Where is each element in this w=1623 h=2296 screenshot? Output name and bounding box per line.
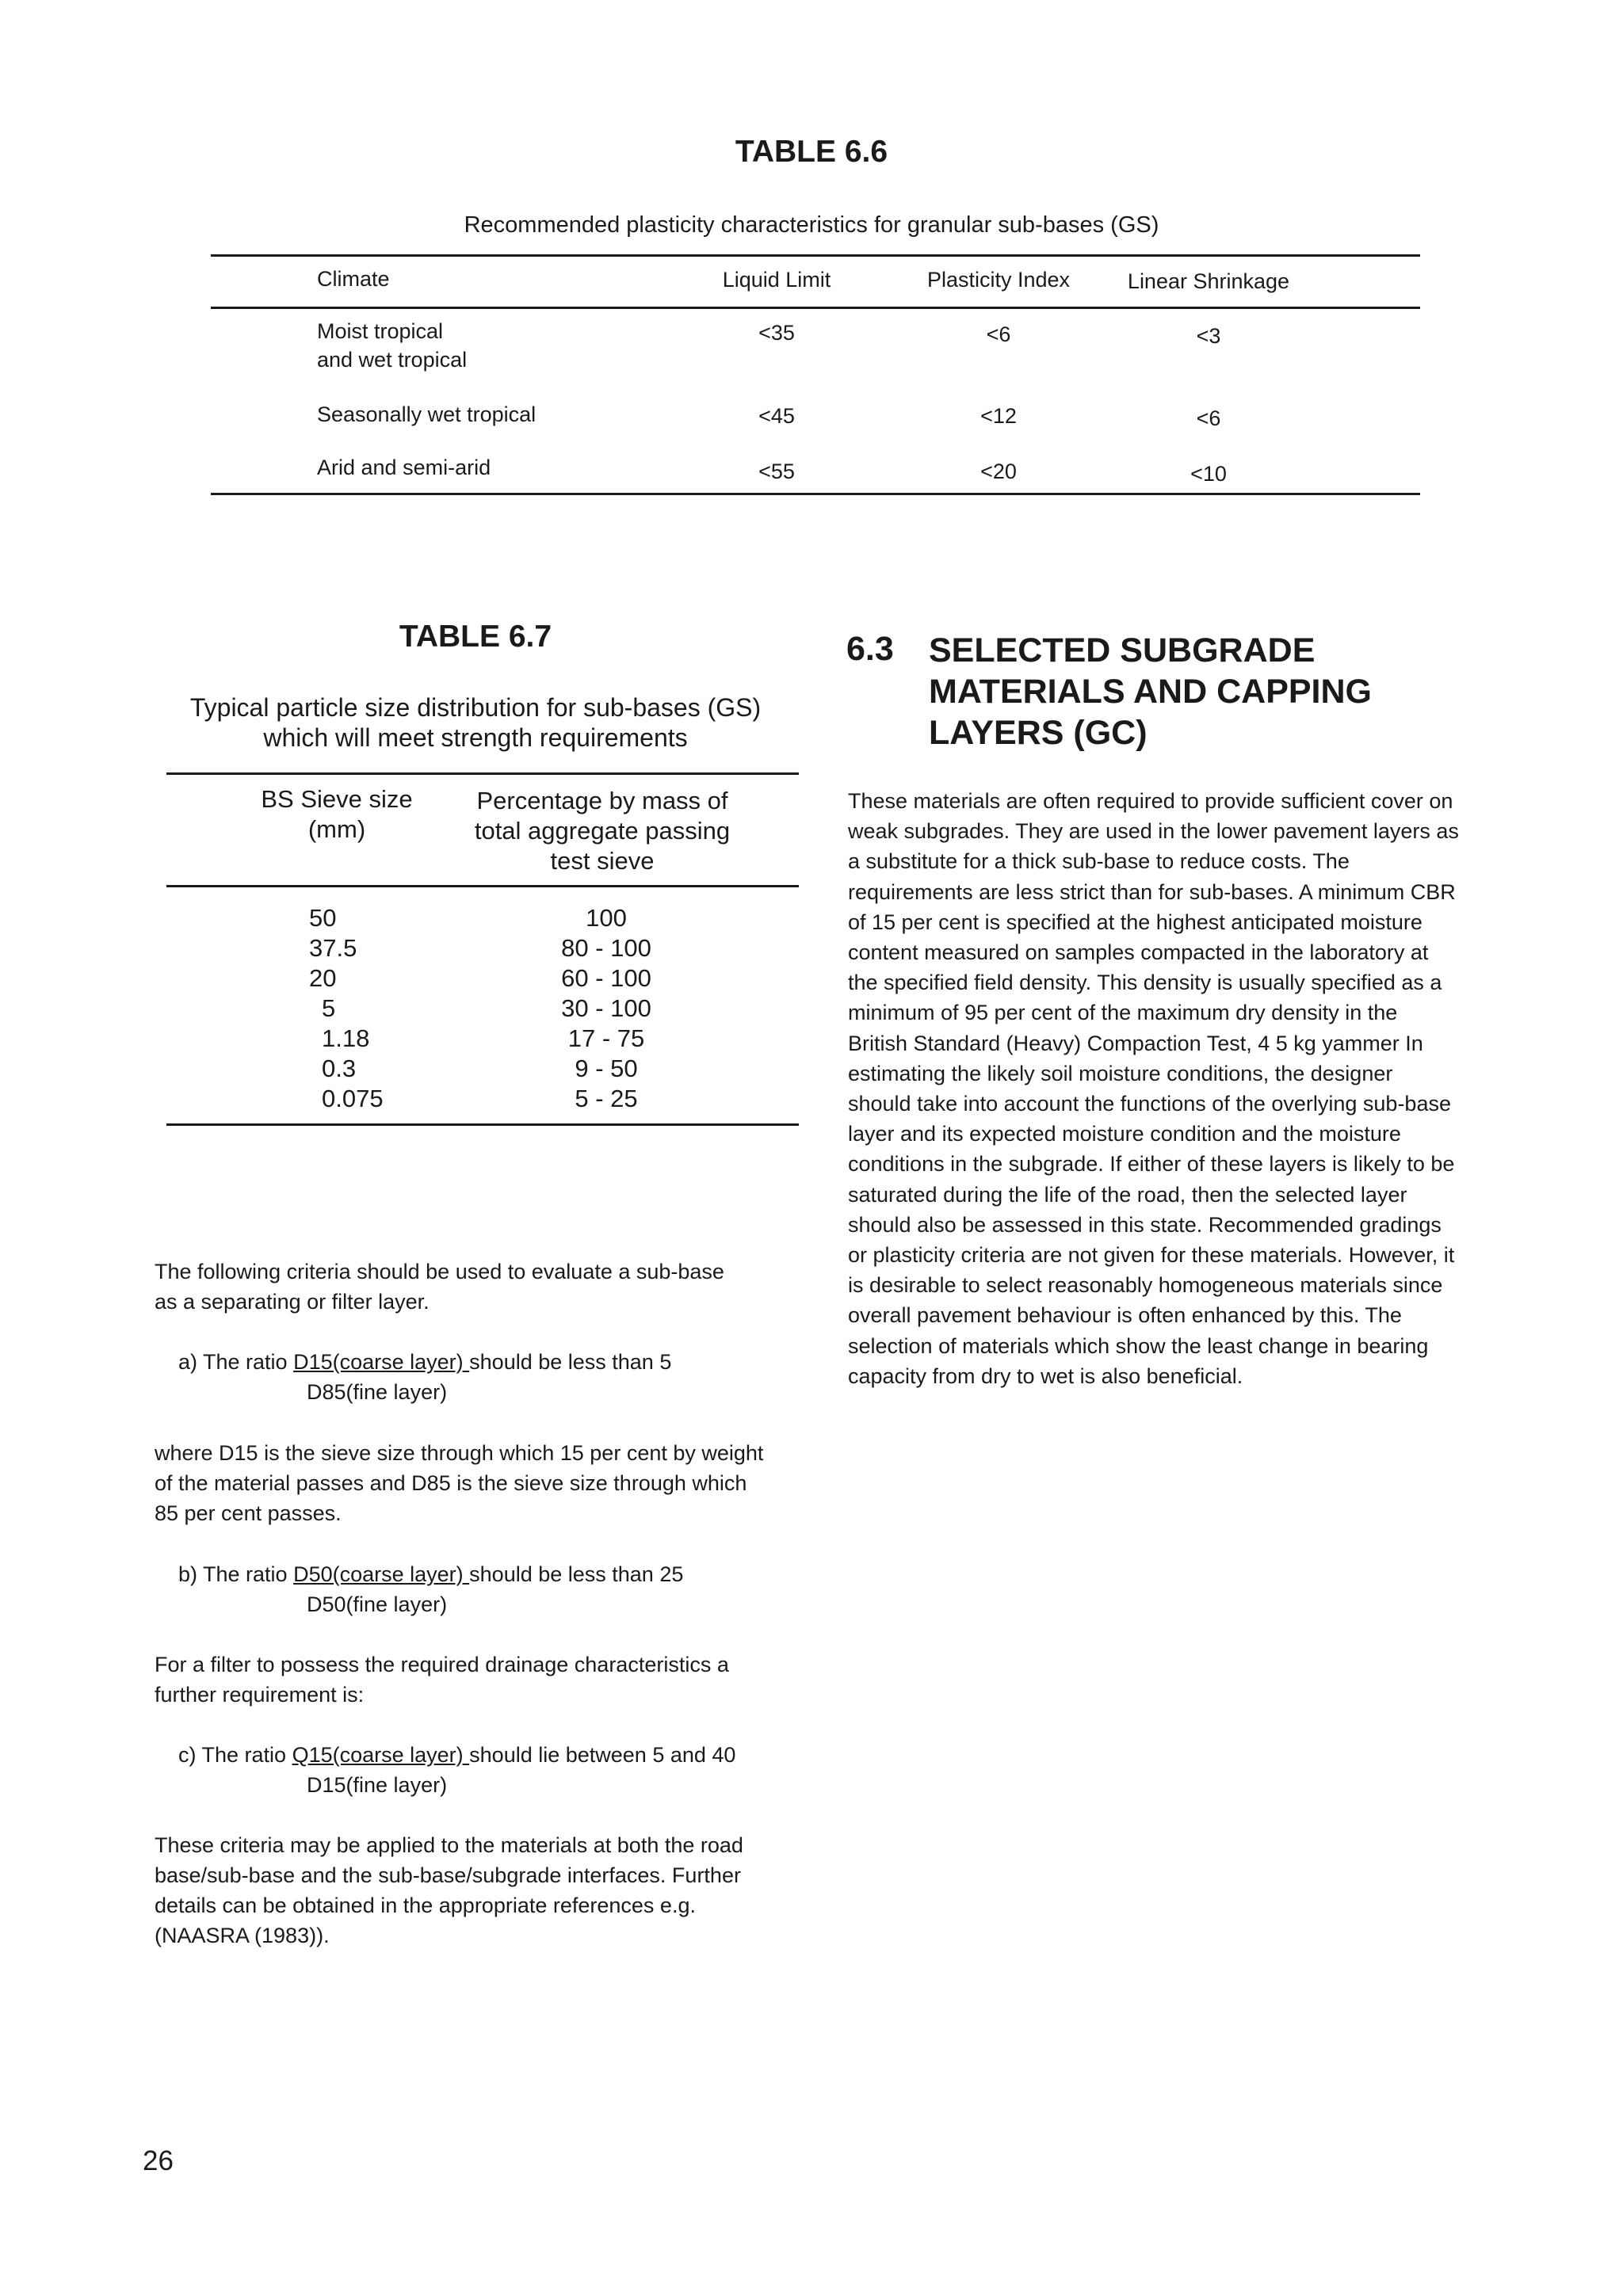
table-6-7-row-sieve: 50 bbox=[309, 904, 337, 932]
section-heading-line: SELECTED SUBGRADE bbox=[929, 631, 1316, 669]
section-body-line: content measured on samples compacted in the laboratory at bbox=[848, 940, 1429, 965]
table-6-6-row-2-liquid-limit: <45 bbox=[758, 404, 795, 428]
criteria-paragraph bbox=[155, 1830, 743, 1951]
ratio-c bbox=[178, 1740, 735, 1800]
page-number: 26 bbox=[143, 2145, 174, 2176]
table-6-7-row-sieve: 20 bbox=[309, 964, 337, 992]
table-6-7-caption-line2: which will meet strength requirements bbox=[263, 723, 688, 752]
table-6-6-row-1-linear-shrinkage: <3 bbox=[1196, 324, 1221, 348]
section-body-line: weak subgrades. They are used in the lower pavement layers as bbox=[848, 819, 1459, 844]
section-body-line: should take into account the functions of the overlying sub-base bbox=[848, 1092, 1451, 1116]
filter-paragraph bbox=[155, 1650, 729, 1710]
table-6-7-header-sieve-size bbox=[238, 784, 436, 845]
table-6-6-header-plasticity-index: Plasticity Index bbox=[926, 268, 1071, 292]
table-6-7-row-sieve: 37.5 bbox=[309, 934, 357, 962]
section-body-line: is desirable to select reasonably homogeneous materials since bbox=[848, 1273, 1443, 1298]
ratio-a-denominator: D85(fine layer) bbox=[307, 1380, 448, 1404]
section-body-line: a substitute for a thick sub-base to reduce costs. The bbox=[848, 849, 1350, 874]
table-6-7-header-sieve-line1: BS Sieve size bbox=[261, 785, 413, 813]
ratio-c-denominator: D15(fine layer) bbox=[307, 1773, 448, 1797]
table-6-7-row-percent: 9 - 50 bbox=[575, 1055, 638, 1082]
table-6-6-row-2-climate: Seasonally wet tropical bbox=[317, 402, 537, 426]
where-line: 85 per cent passes. bbox=[155, 1501, 342, 1525]
criteria-intro-line: The following criteria should be used to evaluate a sub-base bbox=[155, 1260, 724, 1283]
table-6-6-row-2-plasticity-index: <12 bbox=[980, 404, 1017, 428]
table-6-6-row-3-liquid-limit: <55 bbox=[758, 460, 795, 483]
table-6-7-row-percent: 30 - 100 bbox=[561, 994, 651, 1022]
ratio-c-suffix: should lie between 5 and 40 bbox=[469, 1743, 736, 1767]
table-6-6-row-3-linear-shrinkage: <10 bbox=[1190, 462, 1227, 486]
where-line: where D15 is the sieve size through which 15 per cent by weight bbox=[155, 1441, 764, 1465]
section-body-line: minimum of 95 per cent of the maximum dry density in the bbox=[848, 1001, 1398, 1025]
table-6-6-header-climate: Climate bbox=[317, 267, 390, 291]
ratio-a-prefix: a) The ratio bbox=[178, 1350, 294, 1374]
section-body-line: overall pavement behaviour is often enhanced by this. The bbox=[848, 1303, 1402, 1328]
ratio-a-numerator: D15(coarse layer) bbox=[293, 1350, 470, 1374]
criteria-line: details can be obtained in the appropriate references e.g. bbox=[155, 1894, 696, 1917]
ratio-a-line bbox=[178, 1347, 671, 1377]
ratio-b-prefix: b) The ratio bbox=[178, 1562, 294, 1586]
ratio-b bbox=[178, 1559, 683, 1619]
table-6-7-top-rule bbox=[166, 772, 799, 775]
table-6-7-row-sieve: 0.075 bbox=[322, 1085, 384, 1112]
table-6-7-header-percentage bbox=[460, 786, 745, 876]
where-line: of the material passes and D85 is the sieve size through which bbox=[155, 1471, 747, 1495]
ratio-c-line bbox=[178, 1740, 735, 1770]
ratio-a-suffix: should be less than 5 bbox=[469, 1350, 672, 1374]
table-6-7-row-sieve: 5 bbox=[322, 994, 336, 1022]
table-6-7-row-percent: 80 - 100 bbox=[561, 934, 651, 962]
table-6-7-row-percent: 17 - 75 bbox=[567, 1024, 645, 1052]
table-6-6-header-liquid-limit: Liquid Limit bbox=[722, 268, 831, 292]
section-body-line: saturated during the life of the road, then the selected layer bbox=[848, 1182, 1407, 1207]
table-6-7-header-percentage-line2: total aggregate passing bbox=[474, 817, 731, 845]
section-body-line: British Standard (Heavy) Compaction Test, 4 5 kg yammer In bbox=[848, 1031, 1423, 1055]
table-6-7-header-sieve-line2: (mm) bbox=[307, 815, 366, 843]
table-6-7-header-rule bbox=[166, 885, 799, 887]
table-6-6-title: TABLE 6.6 bbox=[735, 135, 888, 169]
section-body-line: should also be assessed in this state. Recommended gradings bbox=[848, 1212, 1442, 1237]
table-6-6-row-3-climate: Arid and semi-arid bbox=[317, 456, 491, 479]
filter-line: For a filter to possess the required drainage characteristics a bbox=[155, 1653, 729, 1676]
ratio-b-suffix: should be less than 25 bbox=[469, 1562, 684, 1586]
section-body-line: capacity from dry to wet is also beneficial. bbox=[848, 1363, 1243, 1388]
section-body-line: estimating the likely soil moisture conditions, the designer bbox=[848, 1061, 1393, 1085]
section-body-line: the specified field density. This density is usually specified as a bbox=[848, 971, 1442, 995]
table-6-6-row-2-linear-shrinkage: <6 bbox=[1196, 406, 1221, 430]
table-6-7-row-percent: 5 - 25 bbox=[575, 1085, 638, 1112]
section-heading-line: MATERIALS AND CAPPING bbox=[929, 673, 1372, 711]
section-body-line: conditions in the subgrade. If either of these layers is likely to be bbox=[848, 1152, 1455, 1177]
section-number: 6.3 bbox=[846, 630, 894, 668]
where-paragraph bbox=[155, 1438, 763, 1528]
filter-line: further requirement is: bbox=[155, 1683, 365, 1707]
table-6-7-row-sieve: 1.18 bbox=[322, 1024, 370, 1052]
table-6-6-row-1-plasticity-index: <6 bbox=[986, 322, 1011, 346]
criteria-line: (NAASRA (1983)). bbox=[155, 1924, 330, 1947]
section-heading-line: LAYERS (GC) bbox=[929, 714, 1148, 752]
table-6-6-row-1-climate-line1: Moist tropical bbox=[317, 319, 444, 343]
table-6-6-row-1-climate-line2: and wet tropical bbox=[317, 348, 468, 372]
table-6-7-bottom-rule bbox=[166, 1123, 799, 1126]
section-body-line: requirements are less strict than for sub-bases. A minimum CBR bbox=[848, 879, 1456, 904]
ratio-c-numerator: Q15(coarse layer) bbox=[292, 1743, 470, 1767]
table-6-7-caption-line1: Typical particle size distribution for sub-bases (GS) bbox=[189, 693, 762, 722]
ratio-b-numerator: D50(coarse layer) bbox=[293, 1562, 470, 1586]
section-body-line: These materials are often required to provide sufficient cover on bbox=[848, 789, 1453, 813]
criteria-intro bbox=[155, 1257, 724, 1317]
table-6-7-row-percent: 100 bbox=[586, 904, 627, 932]
table-6-6-header-linear-shrinkage: Linear Shrinkage bbox=[1127, 269, 1290, 293]
table-6-6-row-1-liquid-limit: <35 bbox=[758, 321, 795, 345]
criteria-line: base/sub-base and the sub-base/subgrade interfaces. Further bbox=[155, 1863, 741, 1887]
ratio-b-line bbox=[178, 1559, 683, 1589]
table-6-7-row-sieve: 0.3 bbox=[322, 1055, 357, 1082]
table-6-6-caption: Recommended plasticity characteristics for granular sub-bases (GS) bbox=[464, 212, 1159, 238]
table-6-7-header-percentage-line1: Percentage by mass of bbox=[476, 787, 728, 814]
table-6-6-row-1-climate bbox=[317, 317, 467, 374]
ratio-c-prefix: c) The ratio bbox=[178, 1743, 292, 1767]
section-heading bbox=[929, 630, 1484, 753]
ratio-b-denominator: D50(fine layer) bbox=[307, 1592, 448, 1616]
ratio-a bbox=[178, 1347, 671, 1407]
table-6-6-header-rule bbox=[211, 307, 1420, 309]
table-6-7-row-percent: 60 - 100 bbox=[561, 964, 651, 992]
table-6-6-top-rule bbox=[211, 254, 1420, 257]
section-body bbox=[848, 786, 1491, 1391]
section-body-line: layer and its expected moisture condition and the moisture bbox=[848, 1122, 1401, 1146]
section-body-line: or plasticity criteria are not given for these materials. However, it bbox=[848, 1243, 1455, 1268]
criteria-intro-line: as a separating or filter layer. bbox=[155, 1290, 430, 1314]
criteria-line: These criteria may be applied to the materials at both the road bbox=[155, 1833, 743, 1857]
section-body-line: of 15 per cent is specified at the highest anticipated moisture bbox=[848, 910, 1423, 934]
table-6-7-caption bbox=[158, 692, 792, 753]
table-6-6-bottom-rule bbox=[211, 493, 1420, 495]
section-body-line: selection of materials which show the least change in bearing bbox=[848, 1333, 1429, 1358]
table-6-7-header-percentage-line3: test sieve bbox=[550, 847, 655, 875]
table-6-6-row-3-plasticity-index: <20 bbox=[980, 460, 1017, 483]
table-6-7-title: TABLE 6.7 bbox=[399, 620, 552, 654]
